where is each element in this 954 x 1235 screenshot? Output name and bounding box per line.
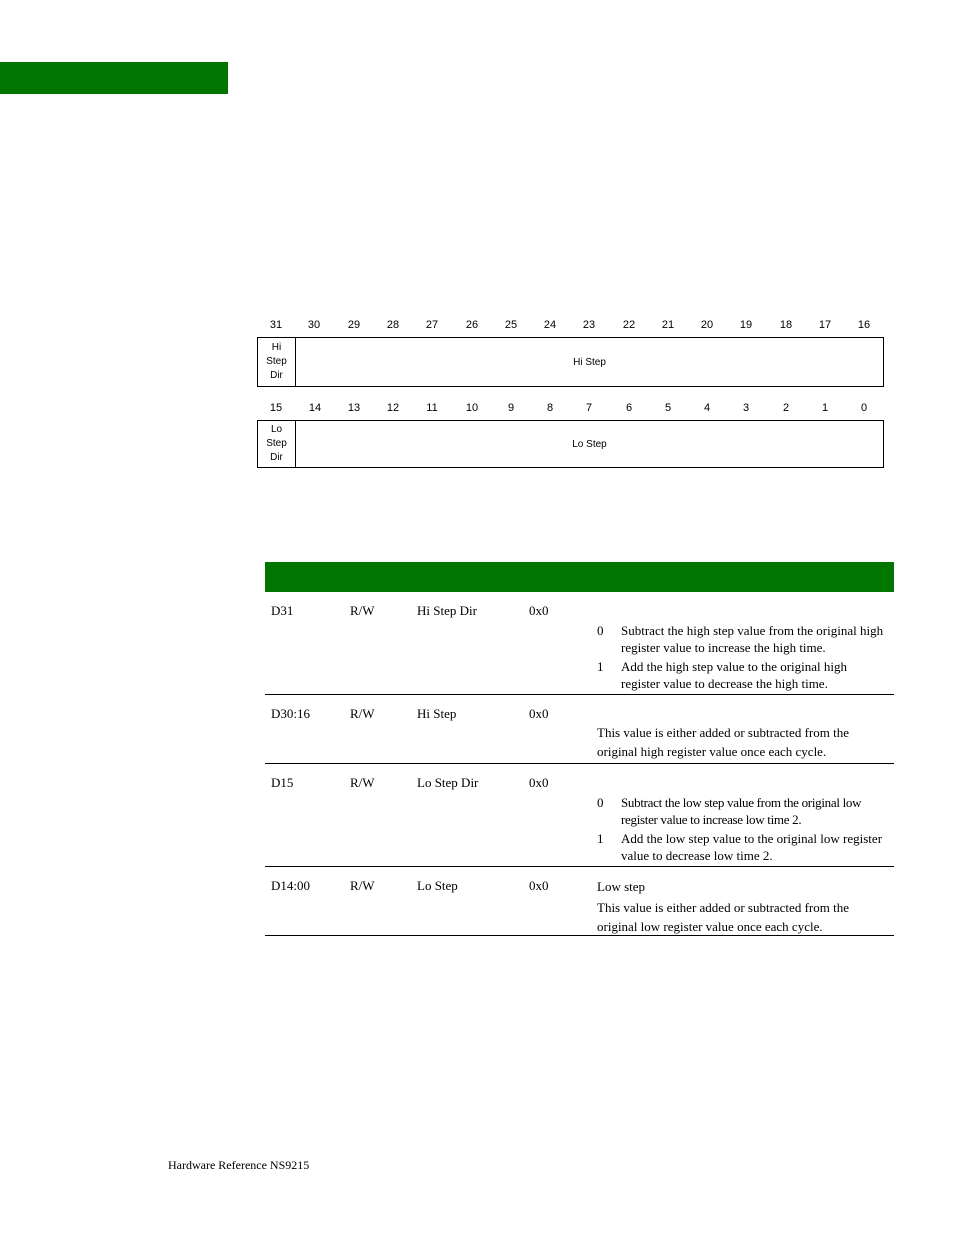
page-footer: Hardware Reference NS9215 xyxy=(168,1158,310,1172)
bit-number: 24 xyxy=(543,319,557,331)
option-key: 0 xyxy=(597,623,604,638)
bit-number: 14 xyxy=(308,402,322,414)
bit-number: 29 xyxy=(347,319,361,331)
access-cell: R/W xyxy=(350,878,375,893)
bit-number: 0 xyxy=(860,402,868,414)
bit-number: 19 xyxy=(739,319,753,331)
table-row xyxy=(265,695,894,764)
reset-cell: 0x0 xyxy=(529,878,549,893)
bit-number: 11 xyxy=(426,402,438,414)
bit-numbers-upper xyxy=(257,319,884,333)
bit-number: 26 xyxy=(465,319,479,331)
bit-number: 8 xyxy=(546,402,554,414)
chapter-tab xyxy=(0,62,228,94)
option-key: 1 xyxy=(597,831,604,846)
table-row xyxy=(265,764,894,867)
hi-step-cell: Hi Step xyxy=(573,356,606,368)
bit-number: 27 xyxy=(425,319,439,331)
cell-label: Dir xyxy=(270,370,283,381)
access-cell: R/W xyxy=(350,603,375,618)
access-cell: R/W xyxy=(350,775,375,790)
bit-number: 16 xyxy=(857,319,871,331)
bit-number: 31 xyxy=(269,319,283,331)
bit-number: 22 xyxy=(622,319,636,331)
option-text: Add the low step value to the original low register value to decrease low time 2. xyxy=(621,831,883,863)
access-cell: R/W xyxy=(350,706,375,721)
cell-label: Step xyxy=(266,356,287,367)
name-cell: Hi Step Dir xyxy=(417,603,477,618)
bit-number: 20 xyxy=(700,319,714,331)
bits-cell: D30:16 xyxy=(271,706,310,721)
bit-number: 30 xyxy=(307,319,321,331)
description-cell xyxy=(597,774,889,864)
bit-number: 12 xyxy=(386,402,400,414)
option-item xyxy=(597,622,889,656)
bits-cell: D31 xyxy=(271,603,294,618)
cell-label: Dir xyxy=(270,452,283,463)
cell-label: Step xyxy=(266,438,287,449)
option-text: Add the high step value to the original high register value to decrease the high time. xyxy=(621,659,848,691)
bit-number: 13 xyxy=(347,402,361,414)
name-cell: Lo Step xyxy=(417,878,458,893)
lo-step-cell: Lo Step xyxy=(572,438,607,450)
option-item xyxy=(597,658,889,692)
bit-number: 23 xyxy=(582,319,596,331)
bit-number: 6 xyxy=(625,402,633,414)
table-header-bar xyxy=(265,562,894,592)
bit-number: 1 xyxy=(821,402,829,414)
bits-cell: D14:00 xyxy=(271,878,310,893)
description-title xyxy=(597,774,889,792)
bit-number: 9 xyxy=(507,402,515,414)
cell-label: Hi xyxy=(271,342,282,353)
register-upper xyxy=(257,337,884,387)
bit-number: 4 xyxy=(703,402,711,414)
table-row xyxy=(265,867,894,936)
option-item xyxy=(597,794,889,828)
bit-number: 21 xyxy=(661,319,675,331)
description-text: This value is either added or subtracted from the original high register value once each cycle. xyxy=(597,725,849,759)
bit-number: 18 xyxy=(779,319,793,331)
bit-number: 7 xyxy=(585,402,593,414)
option-key: 0 xyxy=(597,795,604,810)
table-row xyxy=(265,592,894,695)
option-key: 1 xyxy=(597,659,604,674)
bit-number: 3 xyxy=(742,402,750,414)
description-title: Low step xyxy=(597,879,646,894)
description-title xyxy=(597,705,889,723)
cell-label: Lo xyxy=(270,424,283,435)
bit-number: 25 xyxy=(504,319,518,331)
description-cell xyxy=(597,877,889,936)
bit-number: 17 xyxy=(818,319,832,331)
bit-number: 5 xyxy=(664,402,672,414)
description-title xyxy=(597,602,889,620)
name-cell: Lo Step Dir xyxy=(417,775,479,790)
lo-step-dir-cell xyxy=(258,421,296,467)
hi-step-dir-cell xyxy=(258,338,296,386)
reset-cell: 0x0 xyxy=(529,706,549,721)
bit-number: 15 xyxy=(269,402,283,414)
description-cell xyxy=(597,705,889,761)
reset-cell: 0x0 xyxy=(529,603,549,618)
description-cell xyxy=(597,602,889,692)
option-text: Subtract the high step value from the original high register value to increase the high time. xyxy=(621,623,884,655)
bit-number: 2 xyxy=(782,402,790,414)
bit-numbers-lower xyxy=(257,402,884,416)
bit-number: 28 xyxy=(386,319,400,331)
description-text: This value is either added or subtracted from the original low register value once each cycle. xyxy=(597,900,849,934)
register-lower xyxy=(257,420,884,468)
name-cell: Hi Step xyxy=(417,706,457,721)
bits-cell: D15 xyxy=(271,775,294,790)
bit-number: 10 xyxy=(465,402,479,414)
option-item xyxy=(597,830,889,864)
option-text: Subtract the low step value from the original low register value to increase low time 2. xyxy=(621,795,862,827)
reset-cell: 0x0 xyxy=(529,775,549,790)
